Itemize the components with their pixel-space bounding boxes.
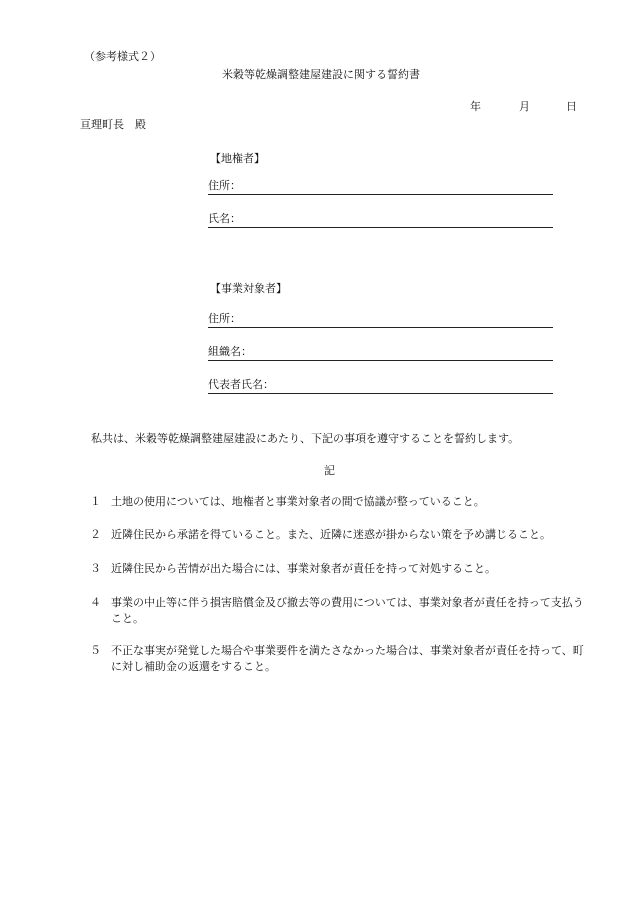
item-number: ２ (90, 528, 101, 541)
item-number: １ (90, 495, 101, 508)
item-number: ４ (90, 596, 101, 609)
pledge-item (90, 643, 590, 675)
document-title: 米穀等乾燥調整建屋建設に関する誓約書 (222, 68, 420, 81)
date-year: 年 (470, 100, 481, 113)
operator-representative-field[interactable] (208, 377, 553, 394)
landowner-address-label: 住所： (208, 179, 241, 192)
operator-organization-field[interactable] (208, 344, 553, 361)
operator-address-label: 住所： (208, 312, 241, 325)
item-text: 事業の中止等に伴う損害賠償金及び撤去等の費用については、事業対象者が責任を持って支払うこと。 (111, 596, 584, 625)
addressee: 亘理町長 殿 (80, 118, 146, 131)
operator-heading: 【事業対象者】 (210, 282, 287, 295)
pledge-item (90, 527, 590, 543)
item-text: 近隣住民から苦情が出た場合には、事業対象者が責任を持って対処すること。 (111, 562, 496, 575)
operator-address-field[interactable] (208, 311, 553, 328)
form-reference: （参考様式２） (84, 50, 161, 63)
item-number: ３ (90, 562, 101, 575)
item-number: ５ (90, 644, 101, 657)
landowner-name-field[interactable] (208, 211, 553, 228)
item-text: 近隣住民から承諾を得ていること。また、近隣に迷惑が掛からない策を予め講じること。 (111, 528, 551, 541)
operator-representative-label: 代表者氏名： (208, 378, 274, 391)
landowner-name-label: 氏名： (208, 212, 241, 225)
pledge-statement: 私共は、米穀等乾燥調整建屋建設にあたり、下記の事項を遵守することを誓約します。 (91, 432, 520, 445)
date-month: 月 (519, 100, 530, 113)
ki-heading: 記 (324, 464, 335, 477)
item-text: 土地の使用については、地権者と事業対象者の間で協議が整っていること。 (111, 495, 485, 508)
landowner-heading: 【地権者】 (210, 152, 265, 165)
date-day: 日 (566, 100, 577, 113)
operator-organization-label: 組織名： (208, 345, 252, 358)
pledge-item (90, 561, 590, 577)
pledge-item (90, 494, 590, 510)
pledge-item (90, 595, 590, 627)
landowner-address-field[interactable] (208, 178, 553, 195)
item-text: 不正な事実が発覚した場合や事業要件を満たさなかった場合は、事業対象者が責任を持って、町に対し補助金の返還をすること。 (111, 644, 584, 673)
